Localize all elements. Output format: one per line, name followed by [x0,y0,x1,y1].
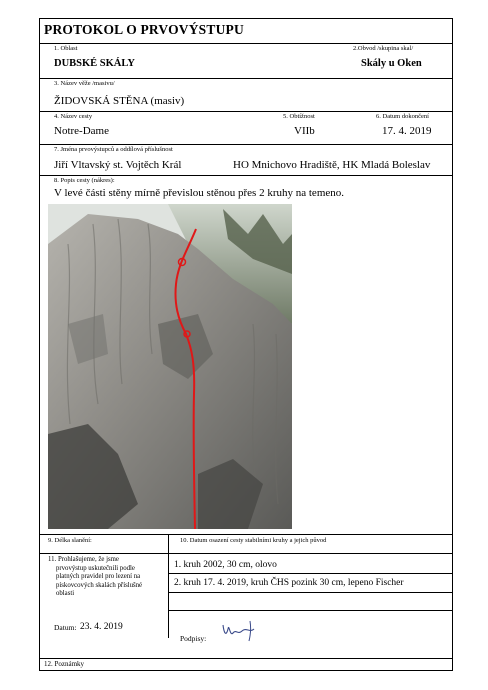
podpisy-label: Podpisy: [180,634,207,643]
obtiznost-label: 5. Obtížnost [283,113,315,120]
prvovystupci-names: Jiří Vltavský st. Vojtěch Král [54,159,182,171]
datum-dokonceni-label: 6. Datum dokončení [376,113,429,120]
obtiznost-value: VIIb [294,125,315,137]
prohlaseni-line: platných pravidel pro lezení na [56,573,141,581]
prohlaseni-line: 11. Prohlašujeme, že jsme [48,556,119,563]
divider [40,534,452,535]
signature-image [220,617,260,643]
datum-dokonceni-value: 17. 4. 2019 [382,125,432,137]
prohlaseni-line: pískovcových skalách příslušné [56,581,143,589]
datum-value: 23. 4. 2019 [80,622,123,632]
prvovystupci-label: 7. Jména prvovýstupců a oddílová příslušnost [54,146,173,153]
protocol-form [39,18,453,671]
prohlaseni-line: oblasti [56,590,75,598]
prohlaseni-text [48,556,166,599]
vez-value: ŽIDOVSKÁ STĚNA (masiv) [54,95,185,107]
obvod-value: Skály u Oken [361,58,422,69]
prohlaseni-line: prvovýstup uskutečnili podle [56,564,135,572]
divider [40,43,452,44]
divider [40,78,452,79]
jisteni-item-2: 2. kruh 17. 4. 2019, kruh ČHS pozink 30 cm, lepeno Fischer [174,578,404,588]
oblast-label: 1. Oblast [54,45,78,52]
datum-label: Datum: [54,623,77,632]
divider [40,175,452,176]
prvovystupci-clubs: HO Mnichovo Hradiště, HK Mladá Boleslav [233,159,431,171]
divider [168,573,452,574]
route-photo-image [48,204,292,529]
divider [40,111,452,112]
divider [168,610,452,611]
vez-label: 3. Název věže /masivu/ [54,80,115,87]
popis-label: 8. Popis cesty (nákres): [54,177,115,184]
obvod-label: 2.Obvod /skupina skal/ [353,45,414,52]
route-photo [48,204,292,529]
divider [40,553,452,554]
delka-slaneni-label: 9. Délka slanění: [48,537,92,544]
divider [40,144,452,145]
popis-value: V levé části stěny mírně převislou stěnou přes 2 kruhy na temeno. [54,187,345,199]
cesta-label: 4. Název cesty [54,113,93,120]
divider [168,553,169,638]
divider [40,658,452,659]
poznamky-label: 12. Poznámky [44,660,85,668]
oblast-value: DUBSKÉ SKÁLY [54,58,136,69]
form-title: PROTOKOL O PRVOVÝSTUPU [44,22,244,37]
jisteni-label: 10. Datum osazení cesty stabilními kruhy a jejich původ [180,537,327,544]
cesta-value: Notre-Dame [54,125,109,137]
divider [168,592,452,593]
jisteni-item-1: 1. kruh 2002, 30 cm, olovo [174,560,277,570]
